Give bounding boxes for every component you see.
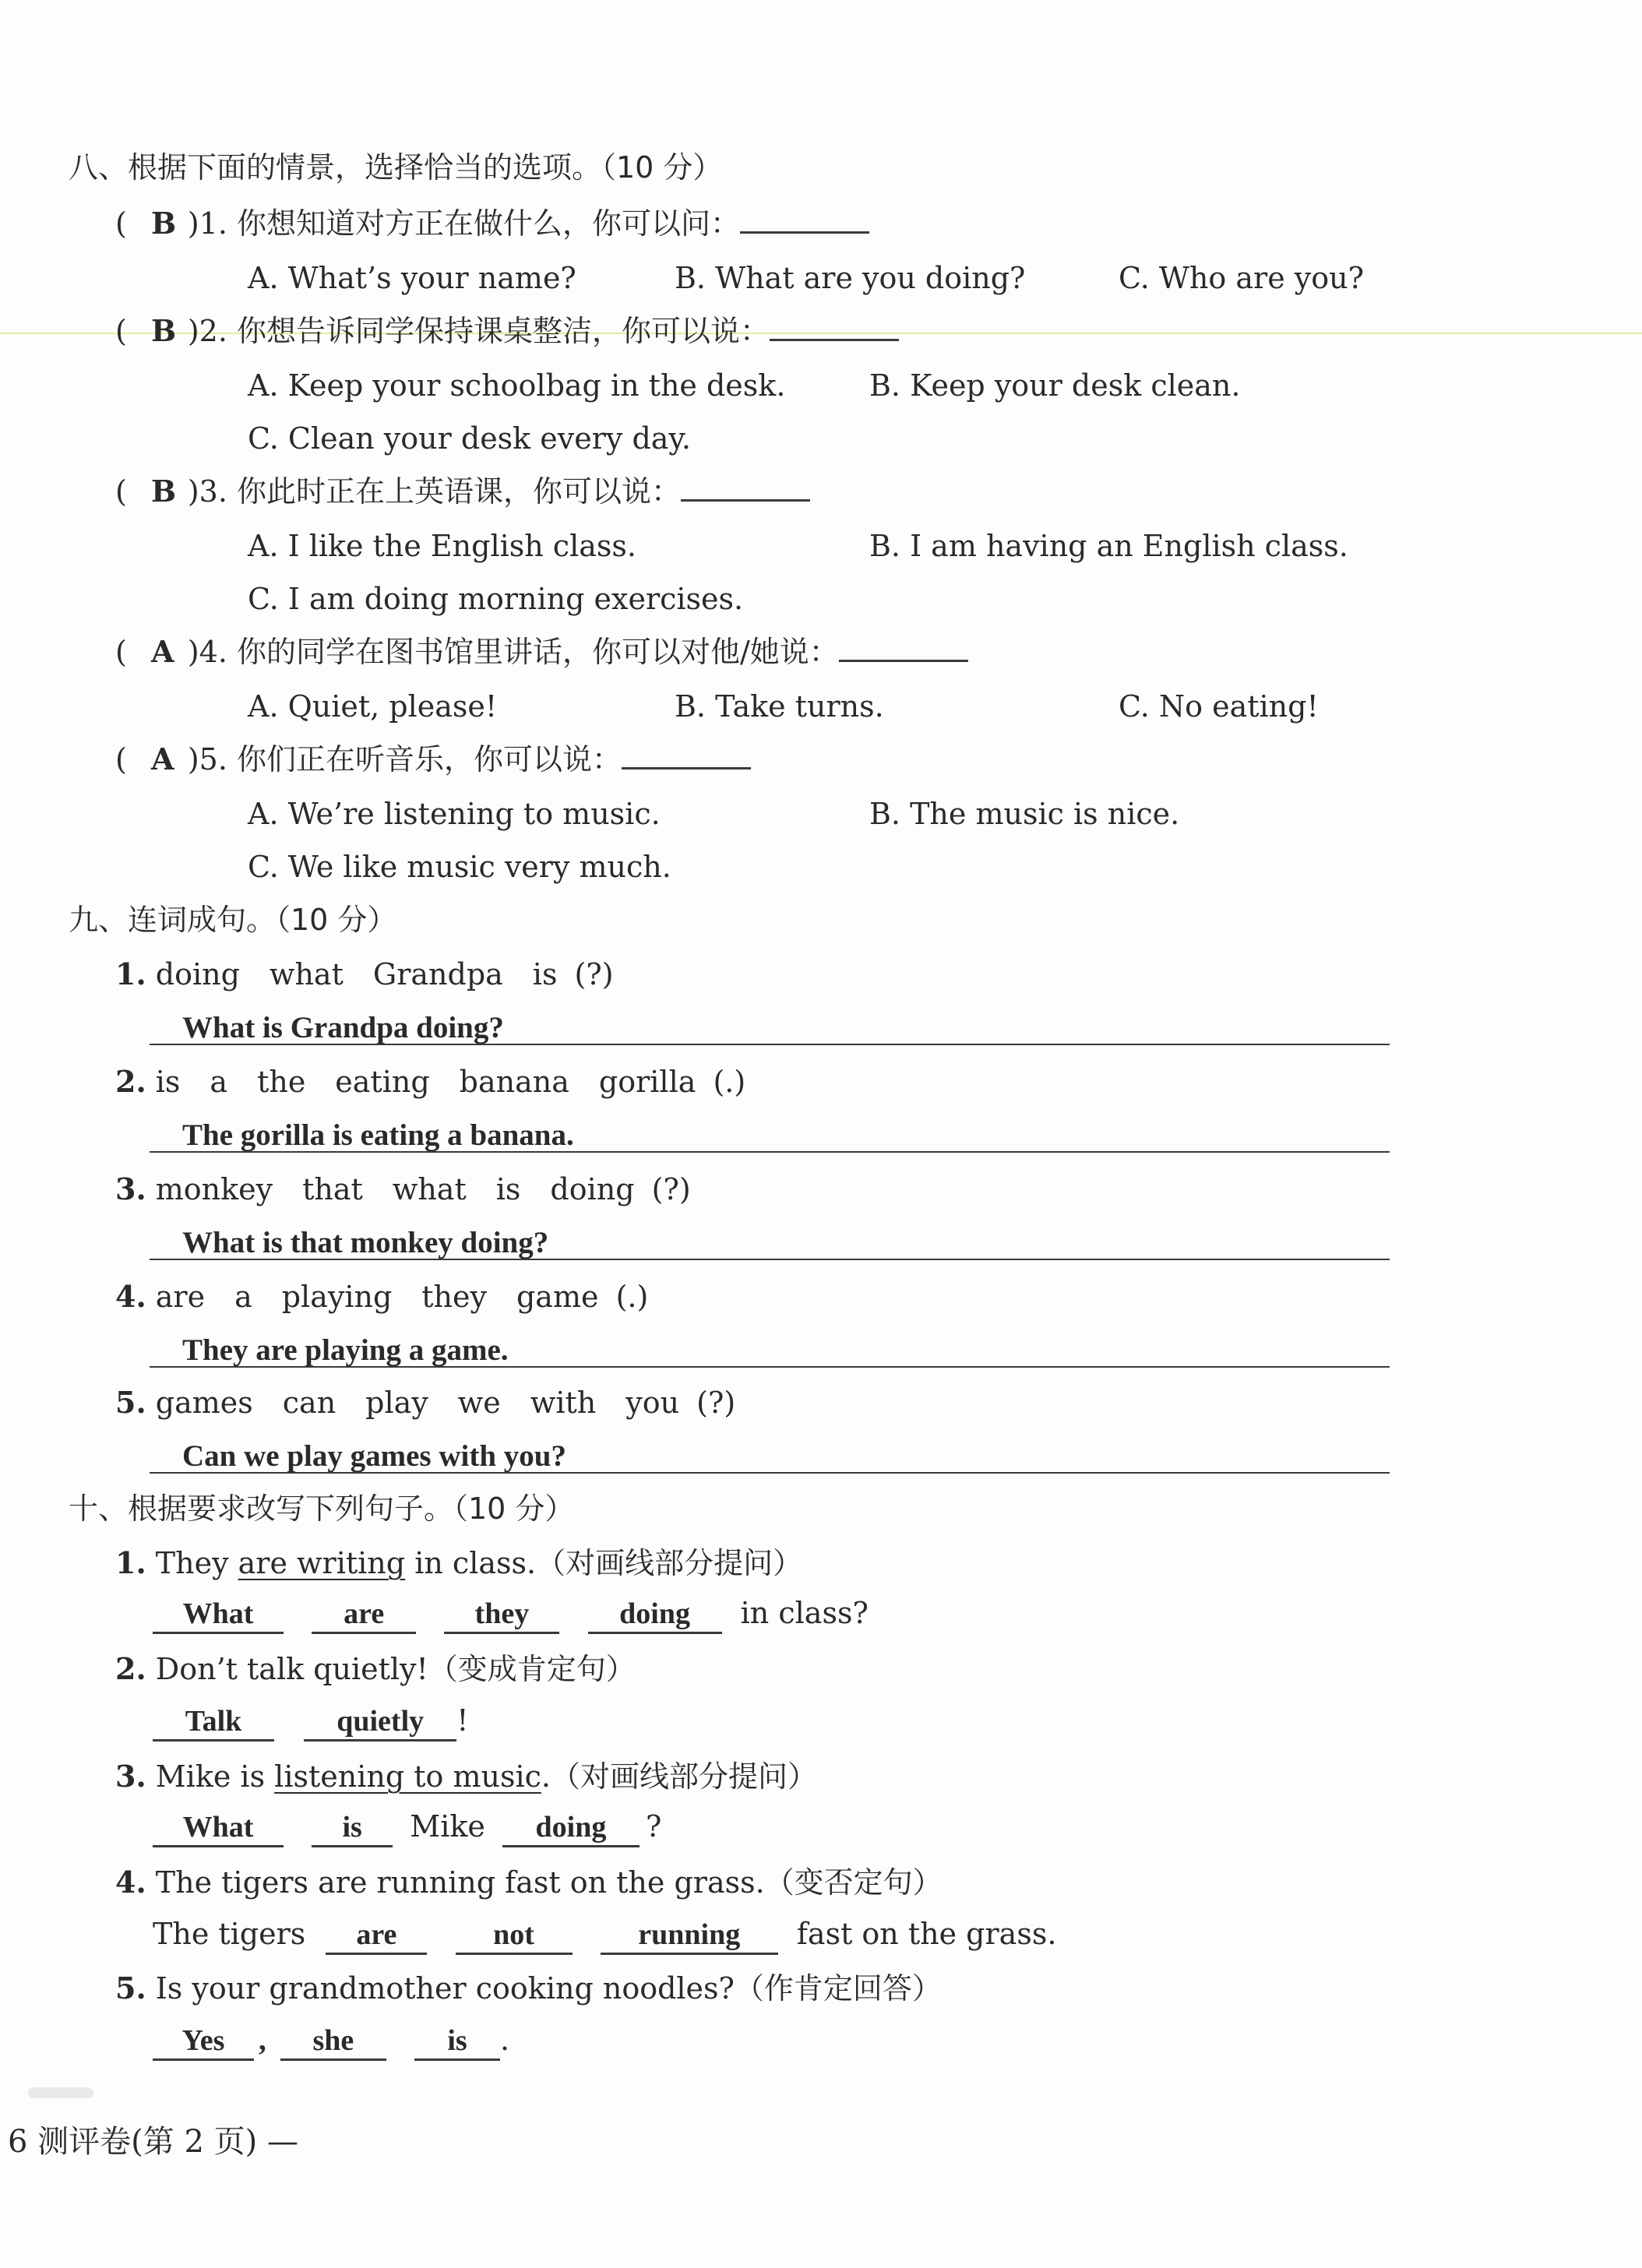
fill-blank: What <box>153 1599 284 1634</box>
s9-answer-5: Can we play games with you? <box>182 1439 566 1473</box>
sentence-end: .（对画线部分提问） <box>541 1759 818 1794</box>
fill-blank: What <box>153 1812 284 1847</box>
scrambled-words: games can play we with you (?) <box>155 1386 736 1420</box>
answer-blank <box>770 338 899 341</box>
sentence-tail: ? <box>645 1809 662 1844</box>
sentence-tail: fast on the grass. <box>796 1917 1057 1951</box>
s10-a2 <box>153 1703 469 1742</box>
answer-blank <box>740 231 869 234</box>
fill-blank: Talk <box>153 1706 274 1742</box>
answer-blank <box>622 766 751 770</box>
s10-q2 <box>115 1651 636 1686</box>
sentence-start: They <box>155 1546 229 1580</box>
fill-blank: is <box>414 2026 500 2061</box>
fill-blank: quietly <box>304 1706 456 1742</box>
s8-q1-option-c: C. Who are you? <box>1119 261 1364 295</box>
answer-blank <box>681 498 810 502</box>
question-prompt: )1. 你想知道对方正在做什么，你可以问： <box>187 206 740 241</box>
s8-q1 <box>115 206 869 241</box>
answer-line <box>150 1044 1390 1045</box>
scrambled-words: doing what Grandpa is (?) <box>155 957 614 991</box>
answer-line <box>150 1151 1390 1153</box>
question-prompt: )5. 你们正在听音乐，你可以说： <box>187 742 622 777</box>
scrambled-words: monkey that what is doing (?) <box>155 1172 691 1206</box>
sentence-tail: . <box>500 2023 510 2057</box>
s8-q4-option-c: C. No eating! <box>1119 689 1319 724</box>
fill-blank: Yes <box>153 2026 254 2061</box>
fill-blank: not <box>456 1920 573 1955</box>
s9-answer-4: They are playing a game. <box>182 1333 509 1367</box>
sentence-tail: in class? <box>740 1596 869 1630</box>
scrambled-words: are a playing they game (.) <box>155 1280 649 1314</box>
fill-blank: they <box>444 1599 559 1634</box>
answer-blank <box>839 659 968 662</box>
s9-item-3 <box>115 1171 691 1206</box>
answer-letter: B <box>151 474 177 509</box>
s10-q3 <box>115 1759 818 1794</box>
answer-paren: ( B <box>115 206 177 241</box>
answer-line <box>150 1366 1390 1368</box>
answer-line <box>150 1472 1390 1474</box>
answer-letter: B <box>151 313 177 348</box>
s10-a3 <box>153 1809 662 1847</box>
answer-letter: A <box>151 634 174 669</box>
answer-paren: ( A <box>115 634 174 669</box>
s8-q5-option-b: B. The music is nice. <box>869 797 1180 831</box>
fill-blank: is <box>312 1812 393 1847</box>
item-number: 3. <box>115 1759 146 1794</box>
item-number: 1. <box>115 956 146 991</box>
item-number: 4. <box>115 1865 146 1900</box>
fill-blank: doing <box>502 1812 640 1847</box>
sentence-start: Mike is <box>155 1759 266 1794</box>
answer-letter: B <box>151 206 177 241</box>
s10-q4 <box>115 1865 943 1900</box>
s9-item-2 <box>115 1064 746 1099</box>
s8-q1-option-a: A. What’s your name? <box>248 261 576 295</box>
s8-q3 <box>115 474 810 509</box>
item-number: 2. <box>115 1651 146 1686</box>
s8-q2 <box>115 313 899 348</box>
sentence: Don’t talk quietly!（变成肯定句） <box>155 1652 636 1686</box>
s8-q4 <box>115 634 968 669</box>
s8-q2-option-b: B. Keep your desk clean. <box>869 368 1241 403</box>
item-number: 1. <box>115 1545 146 1580</box>
s10-a4 <box>153 1919 1056 1955</box>
s8-q5 <box>115 741 751 777</box>
page-footer: 6 测评卷(第 2 页) — <box>8 2124 298 2160</box>
underlined-part: listening to music <box>274 1759 541 1794</box>
fill-blank: are <box>312 1599 416 1634</box>
answer-paren: ( A <box>115 741 174 777</box>
s10-q5 <box>115 1970 942 2006</box>
comma: , <box>259 2023 266 2057</box>
scrambled-words: is a the eating banana gorilla (.) <box>155 1065 746 1099</box>
section8-title: 八、根据下面的情景，选择恰当的选项。（10 分） <box>69 150 723 185</box>
s9-item-5 <box>115 1385 736 1420</box>
answer-line <box>150 1259 1390 1260</box>
s8-q2-option-a: A. Keep your schoolbag in the desk. <box>248 368 786 403</box>
s9-item-1 <box>115 956 614 991</box>
sentence-mid: Mike <box>410 1809 485 1844</box>
scan-smudge <box>28 2087 93 2098</box>
question-prompt: )2. 你想告诉同学保持课桌整洁，你可以说： <box>187 314 770 348</box>
sentence: Is your grandmother cooking noodles?（作肯定回答） <box>155 1971 942 2006</box>
sentence-end: in class.（对画线部分提问） <box>414 1546 803 1580</box>
s8-q4-option-a: A. Quiet, please! <box>248 689 498 724</box>
s8-q3-option-a: A. I like the English class. <box>248 529 636 563</box>
fill-blank: running <box>601 1920 778 1955</box>
s8-q4-option-b: B. Take turns. <box>675 689 884 724</box>
s10-a1 <box>153 1598 869 1634</box>
s9-answer-1: What is Grandpa doing? <box>182 1011 504 1044</box>
fill-blank: are <box>326 1920 427 1955</box>
section10-title: 十、根据要求改写下列句子。（10 分） <box>69 1491 575 1526</box>
s8-q2-option-c: C. Clean your desk every day. <box>248 421 691 456</box>
s8-q5-option-a: A. We’re listening to music. <box>248 797 661 831</box>
s10-a5 <box>153 2025 509 2061</box>
s8-q3-option-c: C. I am doing morning exercises. <box>248 582 744 616</box>
s8-q1-option-b: B. What are you doing? <box>675 261 1026 295</box>
s8-q3-option-b: B. I am having an English class. <box>869 529 1348 563</box>
answer-paren: ( B <box>115 313 177 348</box>
s9-item-4 <box>115 1279 649 1314</box>
item-number: 5. <box>115 1970 146 2006</box>
s10-q1 <box>115 1545 803 1580</box>
fill-blank: doing <box>588 1599 722 1634</box>
answer-letter: A <box>151 741 174 777</box>
question-prompt: )4. 你的同学在图书馆里讲话，你可以对他/她说： <box>187 635 839 669</box>
s9-answer-2: The gorilla is eating a banana. <box>182 1118 574 1152</box>
answer-paren: ( B <box>115 474 177 509</box>
section9-title: 九、连词成句。（10 分） <box>69 903 397 937</box>
sentence: The tigers are running fast on the grass.（变否定句） <box>155 1865 943 1900</box>
underlined-part: are writing <box>238 1546 406 1580</box>
item-number: 4. <box>115 1279 146 1314</box>
item-number: 2. <box>115 1064 146 1099</box>
item-number: 3. <box>115 1171 146 1206</box>
question-prompt: )3. 你此时正在上英语课，你可以说： <box>187 474 681 509</box>
fill-blank: she <box>280 2026 386 2061</box>
item-number: 5. <box>115 1385 146 1420</box>
s9-answer-3: What is that monkey doing? <box>182 1226 549 1259</box>
sentence-lead: The tigers <box>153 1917 306 1951</box>
s8-q5-option-c: C. We like music very much. <box>248 850 671 884</box>
sentence-tail: ! <box>456 1703 469 1738</box>
